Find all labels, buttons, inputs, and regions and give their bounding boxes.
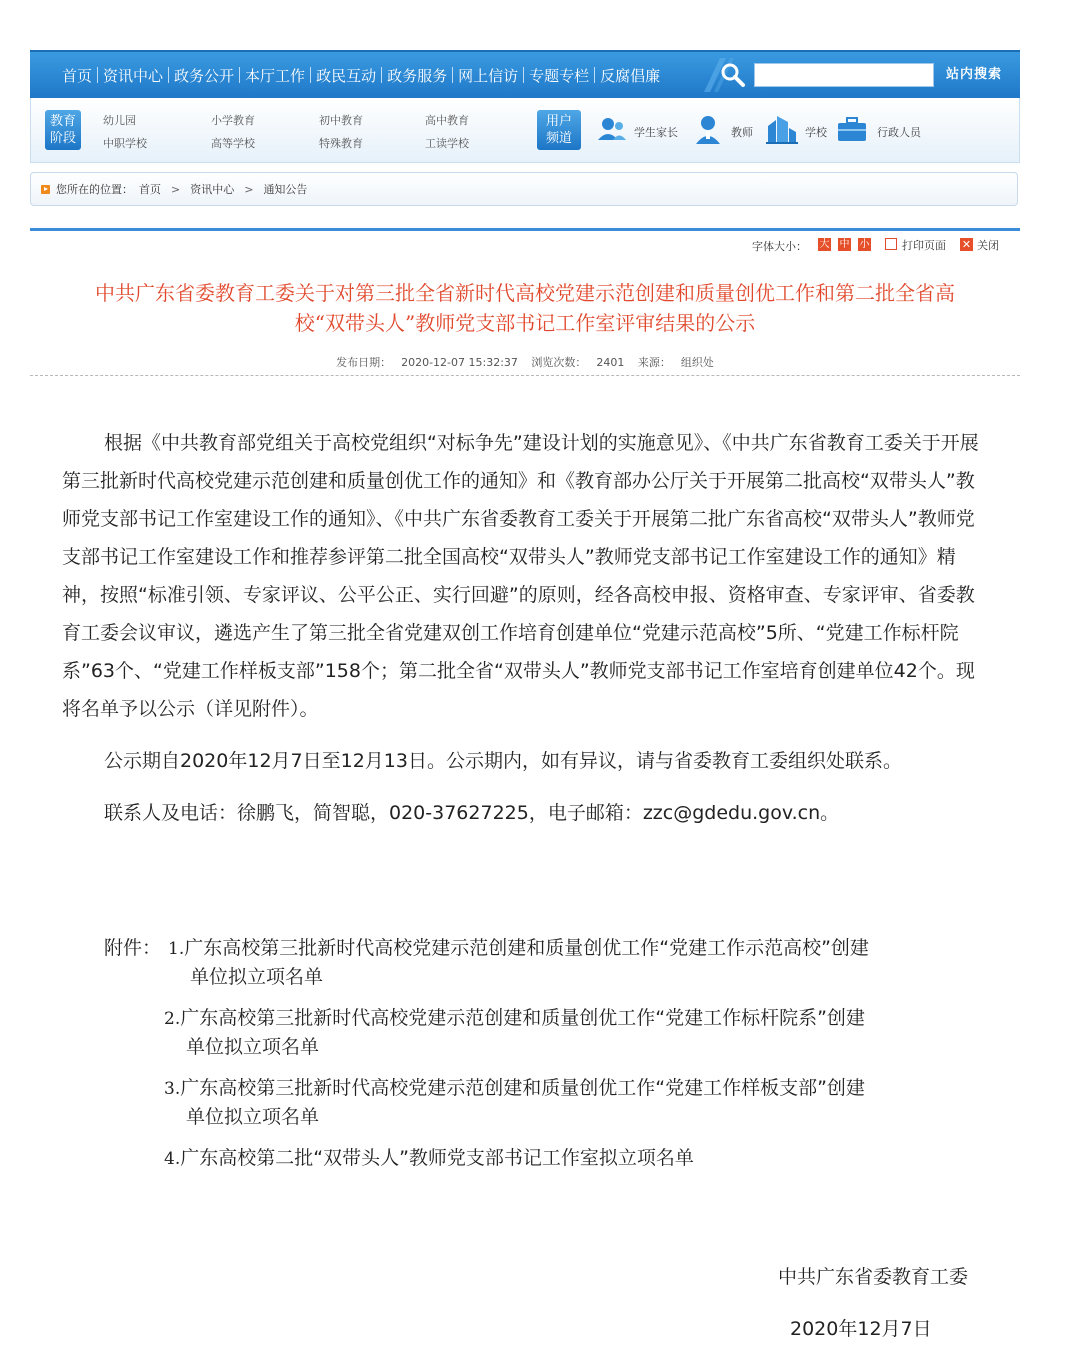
body-paragraph-contact: 联系人及电话：徐鹏飞，简智聪，020-37627225，电子邮箱：zzc@gdedu.gov.cn。 [104,802,840,824]
nav-news-center[interactable]: 资讯中心 [103,66,164,85]
stage-primary[interactable]: 小学教育 [211,114,255,127]
stage-junior-high[interactable]: 初中教育 [319,114,363,127]
article-body [62,424,992,832]
search-input[interactable] [754,63,934,87]
view-count-label: 浏览次数： [531,356,587,369]
body-paragraph-1: 根据《中共教育部党组关于高校党组织“对标争先”建设计划的实施意见》、《中共广东省教育工委关于开展第三批新时代高校党建示范创建和质量创优工作的通知》和《教育部办公厅关于开展第二批高校“双带头人”教师党支部书记工作室建设工作的通知》、《中共广东省委教育工委关于开展第二批广东省高校“双带头人”教师党支部书记工作室建设工作和推荐参评第二批全国高校“双带头人”教师党支部书记工作室建设工作的通知》精神，按照“标准引领、专家评议、公平公正、实行回避”的原则，经各高校申报、资格审查、专家评审、省委教育工委会议审议，遴选产生了第三批全省党建双创工作培育创建单位“党建示范高校”5所、“党建工作标杆院系”63个、“党建工作样板支部”158个；第二批全省“双带头人”教师党支部书记工作室培育创建单位42个。现将名单予以公示（详见附件）。 [62,432,979,720]
close-icon[interactable]: ✕ [961,238,972,251]
signature-date: 2020年12月7日 [790,1318,932,1340]
site-search-button[interactable]: 站内搜索 [946,67,1003,82]
badge-line: 教育 [49,114,76,129]
attachment-item-4[interactable] [164,1144,994,1173]
school-building-icon[interactable] [766,114,798,144]
page-wrapper [30,50,1020,369]
attachment-number: 4. [164,1149,181,1169]
main-nav [58,65,664,86]
attachment-item-3[interactable] [164,1074,994,1131]
badge-line: 阶段 [49,131,76,146]
print-icon[interactable] [885,238,897,250]
attachments-label: 附件： [104,937,162,959]
meta-divider [30,375,1020,376]
user-teacher-link[interactable]: 教师 [731,126,753,139]
body-paragraph-2: 公示期自2020年12月7日至12月13日。公示期内，如有异议，请与省委教育工委组织处联系。 [104,750,902,772]
stage-reform-school[interactable]: 工读学校 [425,137,469,150]
article-title [30,278,1020,338]
print-page-link[interactable]: 打印页面 [902,239,946,252]
stage-senior-high[interactable]: 高中教育 [425,114,469,127]
breadcrumb-separator: > [244,182,254,196]
nav-gov-affairs-open[interactable]: 政务公开 [174,66,235,85]
font-size-large-button[interactable]: 大 [819,239,830,250]
attachment-number: 3. [164,1079,181,1099]
close-page-link[interactable]: 关闭 [977,239,999,252]
nav-divider [381,67,382,83]
teacher-icon[interactable] [693,114,723,144]
badge-line: 频道 [545,131,572,146]
attachment-number: 1. [168,939,185,959]
article-title-line: 中共广东省委教育工委关于对第三批全省新时代高校党建示范创建和质量创优工作和第二批全省高 [95,281,955,305]
channel-bar [30,98,1020,163]
nav-divider [97,67,98,83]
attachment-title: 广东高校第三批新时代高校党建示范创建和质量创优工作“党建工作示范高校”创建 [184,937,869,959]
nav-divider [452,67,453,83]
nav-interaction[interactable]: 政民互动 [316,66,377,85]
breadcrumb-news-center[interactable]: 资讯中心 [190,183,235,196]
user-channel-badge [537,110,581,150]
user-school-link[interactable]: 学校 [805,126,827,139]
article-toolbar [30,234,1020,258]
nav-divider [594,67,595,83]
attachment-title: 广东高校第三批新时代高校党建示范创建和质量创优工作“党建工作样板支部”创建 [180,1077,865,1099]
badge-line: 用户 [545,114,572,129]
attachment-title: 广东高校第三批新时代高校党建示范创建和质量创优工作“党建工作标杆院系”创建 [180,1007,865,1029]
attachment-item-1[interactable] [168,934,998,991]
stage-special[interactable]: 特殊教育 [319,137,363,150]
attachment-title-cont: 单位拟立项名单 [186,1106,320,1128]
attachment-item-2[interactable] [164,1004,994,1061]
search-icon[interactable] [720,62,746,88]
view-count: 2401 [596,356,625,369]
font-size-label: 字体大小： [752,240,807,253]
source-value: 组织处 [680,356,714,369]
education-stage-badge [45,110,81,150]
nav-divider [168,67,169,83]
user-parents-link[interactable]: 学生家长 [634,126,678,139]
breadcrumb-label: 您所在的位置： [56,183,133,196]
publish-date: 2020-12-07 15:32:37 [401,356,518,369]
play-bullet-icon [41,185,50,194]
attachment-title-cont: 单位拟立项名单 [186,1036,320,1058]
article-title-line: 校“双带头人”教师党支部书记工作室评审结果的公示 [294,311,756,335]
font-size-medium-button[interactable]: 中 [839,239,850,250]
attachment-title: 广东高校第二批“双带头人”教师党支部书记工作室拟立项名单 [180,1147,694,1169]
parents-icon[interactable] [597,116,627,142]
font-size-small-button[interactable]: 小 [859,239,870,250]
publish-date-label: 发布日期： [336,356,392,369]
breadcrumb-notices[interactable]: 通知公告 [263,183,308,196]
content-top-rule [30,228,1020,231]
briefcase-icon[interactable] [837,116,867,142]
breadcrumb-separator: > [171,182,181,196]
nav-anti-corruption[interactable]: 反腐倡廉 [600,66,661,85]
nav-gov-services[interactable]: 政务服务 [387,66,448,85]
nav-online-petition[interactable]: 网上信访 [458,66,519,85]
top-nav-bar [30,50,1020,98]
nav-home[interactable]: 首页 [62,66,93,85]
user-admin-staff-link[interactable]: 行政人员 [877,126,921,139]
nav-divider [523,67,524,83]
article-meta [30,354,1020,370]
source-label: 来源： [637,356,671,369]
attachment-title-cont: 单位拟立项名单 [190,966,324,988]
stage-vocational[interactable]: 中职学校 [103,137,147,150]
signature-organization: 中共广东省委教育工委 [778,1266,969,1288]
nav-dept-work[interactable]: 本厅工作 [245,66,306,85]
breadcrumb-home[interactable]: 首页 [139,183,161,196]
nav-special-topics[interactable]: 专题专栏 [529,66,590,85]
nav-divider [239,67,240,83]
attachment-number: 2. [164,1009,181,1029]
stage-higher[interactable]: 高等学校 [211,137,255,150]
breadcrumb [30,172,1018,206]
nav-divider [310,67,311,83]
stage-kindergarten[interactable]: 幼儿园 [103,114,136,127]
